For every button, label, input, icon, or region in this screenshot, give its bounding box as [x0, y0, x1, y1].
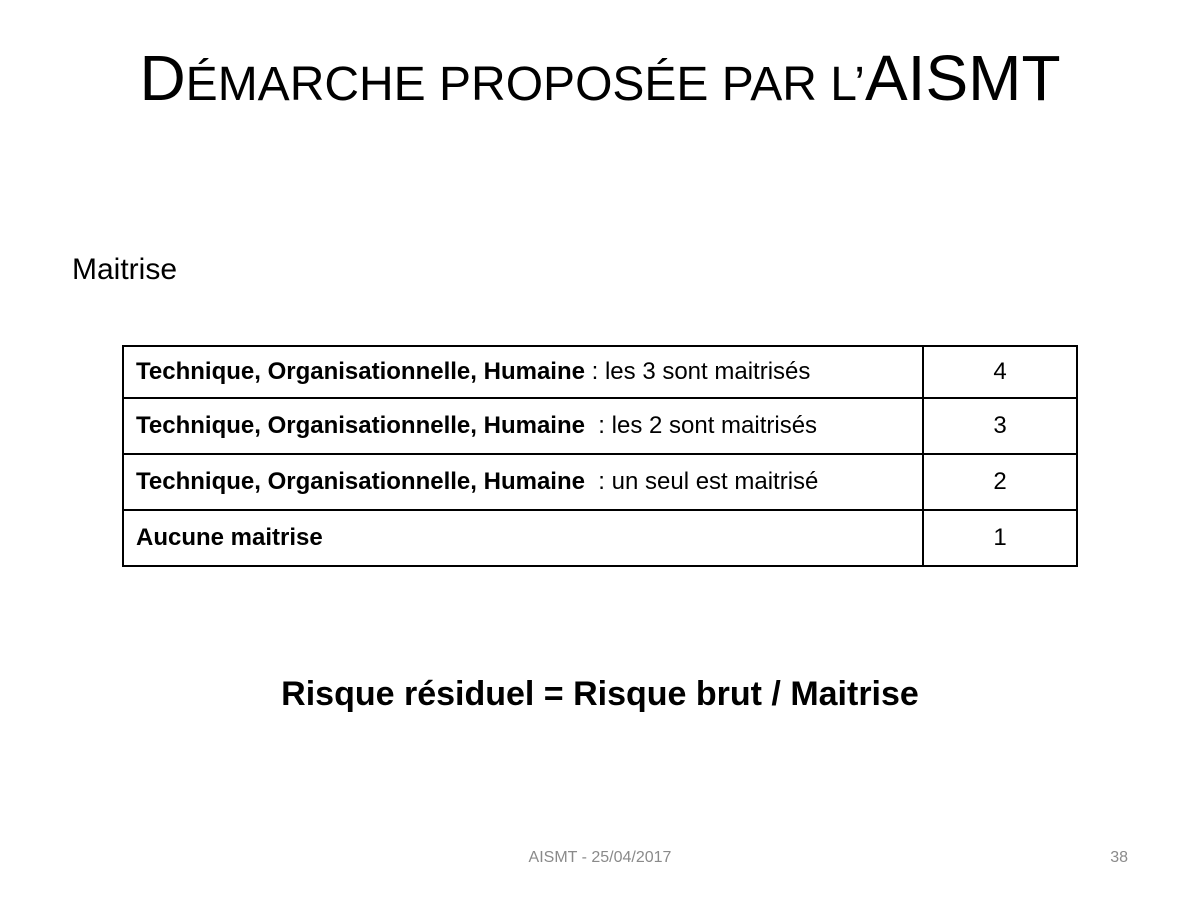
label-bold: Technique, Organisationnelle, Humaine [136, 358, 585, 385]
table-cell-value: 3 [923, 398, 1077, 454]
table-cell-label [123, 346, 923, 398]
title-acronym: AISMT [864, 42, 1061, 114]
table-cell-value: 2 [923, 454, 1077, 510]
label-rest: : les 3 sont maitrisés [584, 358, 811, 385]
table-cell-label [123, 510, 923, 566]
slide-title [0, 38, 1200, 125]
label-bold: Technique, Organisationnelle, Humaine [136, 412, 585, 439]
table-cell-label [123, 454, 923, 510]
footer-text: AISMT - 25/04/2017 [528, 849, 672, 866]
formula-text: Risque résiduel = Risque brut / Maitrise [281, 675, 919, 713]
table-row [123, 510, 1077, 566]
table-cell-value: 1 [923, 510, 1077, 566]
table-row [123, 398, 1077, 454]
page-number: 38 [1110, 849, 1128, 866]
table-row [123, 454, 1077, 510]
mastery-table [122, 345, 1078, 567]
label-bold: Aucune maitrise [136, 524, 323, 551]
table-cell-value: 4 [923, 346, 1077, 398]
title-small-caps: ÉMARCHE PROPOSÉE PAR L’ [185, 58, 865, 111]
label-rest: : les 2 sont maitrisés [584, 412, 818, 439]
section-heading: Maitrise [72, 253, 178, 286]
table-row [123, 346, 1077, 398]
title-first-letter: D [139, 42, 186, 114]
label-bold: Technique, Organisationnelle, Humaine [136, 468, 585, 495]
table-cell-label [123, 398, 923, 454]
label-rest: : un seul est maitrisé [584, 468, 819, 495]
